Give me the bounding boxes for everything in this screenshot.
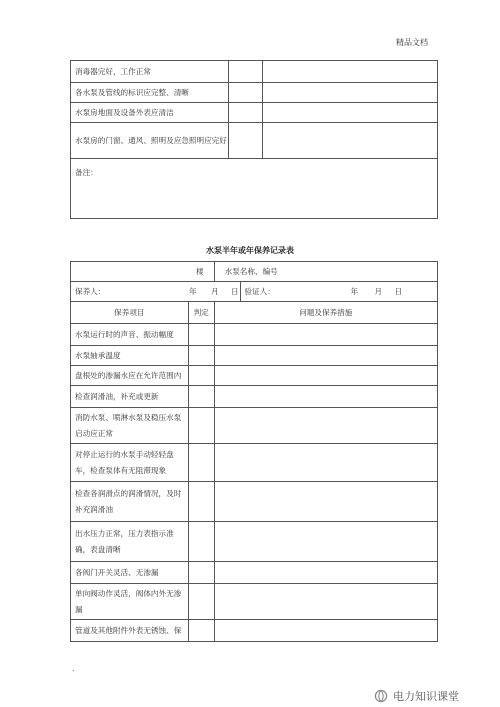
table-header-row: [71, 302, 438, 324]
table-row: [71, 103, 438, 123]
measures-cell[interactable]: [214, 408, 437, 444]
item-cell: 检查各润滑点的润滑情况，及时补充润滑油: [71, 482, 189, 522]
measures-cell[interactable]: [214, 386, 437, 408]
table-row: [71, 324, 438, 346]
table-row: [71, 346, 438, 366]
measures-cell[interactable]: [214, 584, 437, 620]
header-measures: 问题及保养措施: [214, 302, 437, 324]
section-title: 水泵半年或年保养记录表: [206, 246, 294, 255]
measures-cell[interactable]: [214, 522, 437, 562]
verifier-label: 验证人：: [244, 286, 275, 296]
header-item: 保养项目: [71, 302, 189, 324]
judge-cell[interactable]: [188, 408, 214, 444]
table-row: [71, 83, 438, 103]
judge-cell[interactable]: [188, 444, 214, 482]
building-cell[interactable]: [71, 262, 215, 282]
judge-cell[interactable]: [188, 386, 214, 408]
table-row: [71, 61, 438, 83]
header-judge: 判定: [188, 302, 214, 324]
item-cell: 盘根处的渗漏水应在允许范围内: [71, 366, 189, 386]
item-cell: 水泵房的门窗、通风、照明及应急照明应完好: [71, 123, 229, 159]
month-label: 月: [374, 286, 383, 296]
table-row: [71, 386, 438, 408]
watermark: [374, 688, 459, 704]
maintainer-cell[interactable]: [71, 282, 241, 302]
measures-cell[interactable]: [214, 346, 437, 366]
note-cell[interactable]: [263, 61, 438, 83]
item-cell: 各阀门开关灵活、无渗漏: [71, 562, 189, 584]
judge-cell[interactable]: [188, 620, 214, 642]
table-row: [71, 482, 438, 522]
table-row: [71, 522, 438, 562]
remarks-label: 备注：: [75, 168, 98, 177]
check-cell[interactable]: [228, 123, 262, 159]
measures-cell[interactable]: [214, 366, 437, 386]
building-label: 楼: [196, 266, 204, 276]
inspection-table: [70, 60, 438, 219]
item-cell: 消防水泵、喷淋水泵及稳压水泵启动应正常: [71, 408, 189, 444]
judge-cell[interactable]: [188, 324, 214, 346]
year-label: 年: [189, 286, 197, 296]
remarks-cell[interactable]: [71, 159, 438, 219]
measures-cell[interactable]: [214, 562, 437, 584]
header-label: 精品文档: [396, 38, 428, 47]
table-row: [71, 584, 438, 620]
table-row: [71, 444, 438, 482]
item-cell: 出水压力正常，压力表指示准确，表盘清晰: [71, 522, 189, 562]
pump-name-label: 水泵名称、编号: [224, 266, 278, 276]
check-cell[interactable]: [228, 61, 262, 83]
check-cell[interactable]: [228, 103, 262, 123]
year-label: 年: [350, 286, 359, 296]
item-cell: 对停止运行的水泵手动轻轻盘车，检查泵体有无阻滞现象: [71, 444, 189, 482]
watermark-text: 电力知识课堂: [393, 690, 459, 703]
day-label: 日: [394, 286, 403, 296]
remarks-row: [71, 159, 438, 219]
note-cell[interactable]: [263, 103, 438, 123]
item-cell: 单向阀动作灵活，阀体内外无渗漏: [71, 584, 189, 620]
item-cell: 检查润滑油，补充或更新: [71, 386, 189, 408]
check-cell[interactable]: [228, 83, 262, 103]
day-label: 日: [231, 286, 239, 296]
table-row: [71, 123, 438, 159]
judge-cell[interactable]: [188, 522, 214, 562]
table-row: [71, 262, 438, 282]
maintenance-table: [70, 261, 438, 642]
table-row: [71, 366, 438, 386]
item-cell: 各水泵及管线的标识应完整、清晰: [71, 83, 229, 103]
pump-name-cell[interactable]: [214, 262, 437, 282]
judge-cell[interactable]: [188, 562, 214, 584]
item-cell: 水泵轴承温度: [71, 346, 189, 366]
item-cell: 消毒器完好，工作正常: [71, 61, 229, 83]
measures-cell[interactable]: [214, 482, 437, 522]
note-cell[interactable]: [263, 123, 438, 159]
measures-cell[interactable]: [214, 324, 437, 346]
measures-cell[interactable]: [214, 620, 437, 642]
note-cell[interactable]: [263, 83, 438, 103]
item-cell: 水泵房地面及设备外表应清洁: [71, 103, 229, 123]
judge-cell[interactable]: [188, 584, 214, 620]
wechat-channel-icon: [374, 689, 388, 703]
verifier-cell[interactable]: [240, 282, 437, 302]
item-cell: 管道及其他附件外表无锈蚀、保: [71, 620, 189, 642]
judge-cell[interactable]: [188, 482, 214, 522]
maintainer-label: 保养人：: [75, 286, 106, 296]
judge-cell[interactable]: [188, 346, 214, 366]
table-row: [71, 408, 438, 444]
judge-cell[interactable]: [188, 366, 214, 386]
measures-cell[interactable]: [214, 444, 437, 482]
item-cell: 水泵运行时的声音、振动幅度: [71, 324, 189, 346]
table-row: [71, 282, 438, 302]
footer-dot: .: [72, 664, 75, 673]
table-row: [71, 562, 438, 584]
table-row: [71, 620, 438, 642]
month-label: 月: [211, 286, 219, 296]
